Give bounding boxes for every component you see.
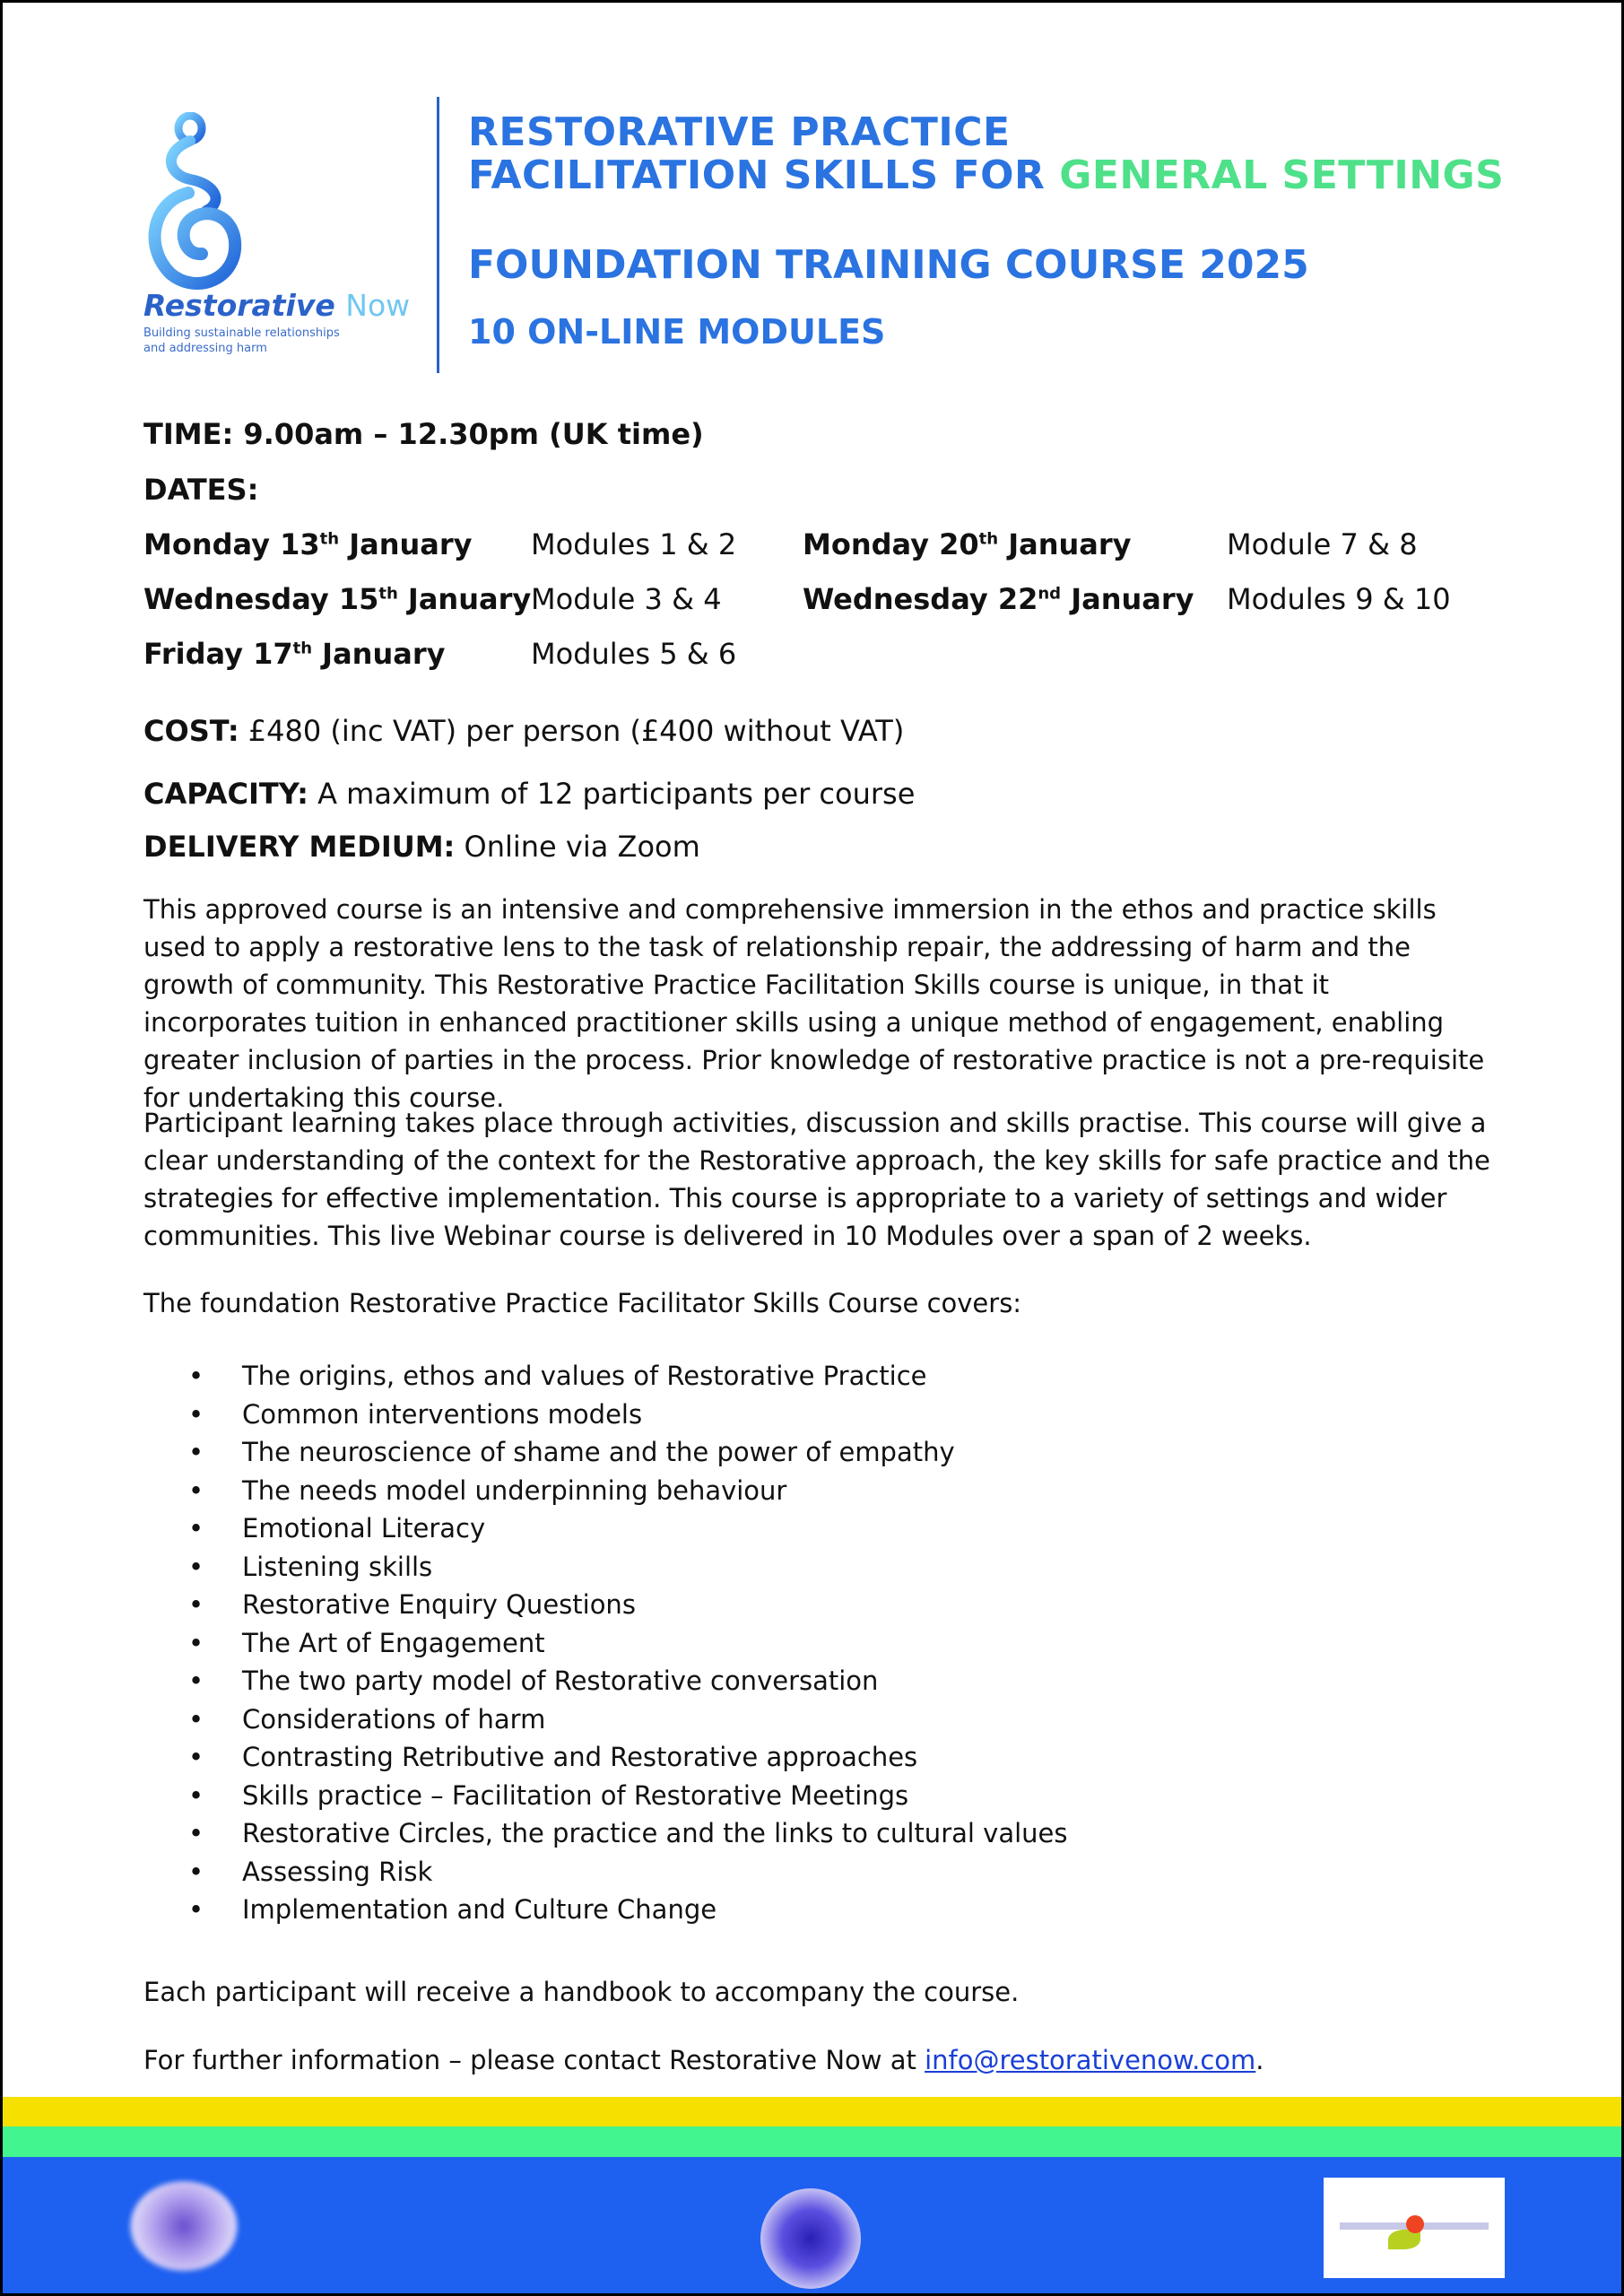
covers-intro: The foundation Restorative Practice Facilitator Skills Course covers: <box>143 1288 1022 1318</box>
bullet-icon: • <box>188 1513 204 1544</box>
footer-band-green <box>3 2126 1621 2157</box>
date-5-modules: Modules 9 & 10 <box>1227 582 1451 616</box>
cost-line: COST: £480 (inc VAT) per person (£400 without VAT) <box>143 714 905 748</box>
accreditation-badge-center <box>760 2188 861 2289</box>
topic-item: • Contrasting Retributive and Restorative approaches <box>143 1738 1067 1777</box>
date-2: Wednesday 15th January <box>143 582 532 616</box>
topic-item: • Listening skills <box>143 1548 1067 1587</box>
modules-note: 10 ON-LINE MODULES <box>468 312 886 352</box>
date-4: Monday 20th January <box>803 527 1132 561</box>
spiral-hook-icon <box>143 112 242 291</box>
topic-item: • Common interventions models <box>143 1396 1067 1434</box>
bullet-icon: • <box>188 1627 204 1658</box>
date-1-modules: Modules 1 & 2 <box>531 527 737 561</box>
date-3: Friday 17th January <box>143 637 446 671</box>
topic-item: • The origins, ethos and values of Restorative Practice <box>143 1357 1067 1396</box>
bullet-icon: • <box>188 1398 204 1430</box>
bullet-icon: • <box>188 1474 204 1506</box>
accreditation-logo-right <box>1324 2178 1505 2278</box>
topic-item: • Implementation and Culture Change <box>143 1891 1067 1929</box>
bullet-icon: • <box>188 1742 204 1772</box>
bullet-icon: • <box>188 1856 204 1887</box>
dates-heading: DATES: <box>143 473 259 507</box>
bullet-icon: • <box>188 1665 204 1696</box>
email-link[interactable]: info@restorativenow.com <box>925 2045 1256 2075</box>
brand-tagline: Building sustainable relationships and addressing harm <box>143 326 340 355</box>
contact-line: For further information – please contact Restorative Now at info@restorativenow.com. <box>143 2045 1264 2075</box>
topic-item: • The Art of Engagement <box>143 1624 1067 1663</box>
topic-item: • The needs model underpinning behaviour <box>143 1472 1067 1510</box>
date-2-modules: Module 3 & 4 <box>531 582 722 616</box>
title-line-2: FACILITATION SKILLS FOR GENERAL SETTINGS <box>468 152 1505 198</box>
topic-item: • Considerations of harm <box>143 1700 1067 1739</box>
bullet-icon: • <box>188 1551 204 1582</box>
topic-item: • The two party model of Restorative conversation <box>143 1662 1067 1700</box>
topics-list <box>143 1357 1067 1929</box>
date-3-modules: Modules 5 & 6 <box>531 637 737 671</box>
date-4-modules: Module 7 & 8 <box>1227 527 1418 561</box>
topic-item: • Assessing Risk <box>143 1853 1067 1892</box>
header-divider <box>437 97 439 373</box>
bullet-icon: • <box>188 1894 204 1925</box>
topic-item: • Restorative Enquiry Questions <box>143 1586 1067 1624</box>
topic-item: • Restorative Circles, the practice and the links to cultural values <box>143 1814 1067 1853</box>
capacity-line: CAPACITY: A maximum of 12 participants per course <box>143 777 916 811</box>
topic-item: • Skills practice – Facilitation of Restorative Meetings <box>143 1777 1067 1815</box>
bullet-icon: • <box>188 1361 204 1391</box>
restorative-now-logo <box>143 112 413 363</box>
date-5: Wednesday 22nd January <box>803 582 1194 616</box>
accreditation-badge-left <box>130 2181 238 2271</box>
course-subtitle: FOUNDATION TRAINING COURSE 2025 <box>468 242 1309 288</box>
learning-description: Participant learning takes place through activities, discussion and skills practise. This course will give a clear understanding of the context for the Restorative approach, the key skills for safe practice and the strategies for effective implementation. This course is appropriate to a variety of settings and wider communities. This live Webinar course is delivered in 10 Modules over a span of 2 weeks. <box>143 1108 1490 1251</box>
bullet-icon: • <box>188 1589 204 1620</box>
topic-item: • The neuroscience of shame and the power of empathy <box>143 1433 1067 1472</box>
bullet-icon: • <box>188 1779 204 1811</box>
title-line-1: RESTORATIVE PRACTICE <box>468 109 1011 155</box>
bullet-icon: • <box>188 1703 204 1735</box>
brand-name: Restorative Now <box>143 288 411 323</box>
date-1: Monday 13th January <box>143 527 473 561</box>
footer-band-yellow <box>3 2097 1621 2126</box>
bullet-icon: • <box>188 1818 204 1848</box>
topic-item: • Emotional Literacy <box>143 1509 1067 1548</box>
course-time: TIME: 9.00am – 12.30pm (UK time) <box>143 417 704 451</box>
delivery-line: DELIVERY MEDIUM: Online via Zoom <box>143 830 700 864</box>
course-description: This approved course is an intensive and comprehensive immersion in the ethos and practice skills used to apply a restorative lens to the task of relationship repair, the addressing of harm and the growth of community. This Restorative Practice Facilitation Skills course is unique, in that it incorporates tuition in enhanced practitioner skills using a unique method of engagement, enabling greater inclusion of parties in the process. Prior knowledge of restorative practice is not a pre-requisite for undertaking this course. <box>143 894 1485 1113</box>
handbook-note: Each participant will receive a handbook to accompany the course. <box>143 1977 1020 2007</box>
bullet-icon: • <box>188 1437 204 1467</box>
